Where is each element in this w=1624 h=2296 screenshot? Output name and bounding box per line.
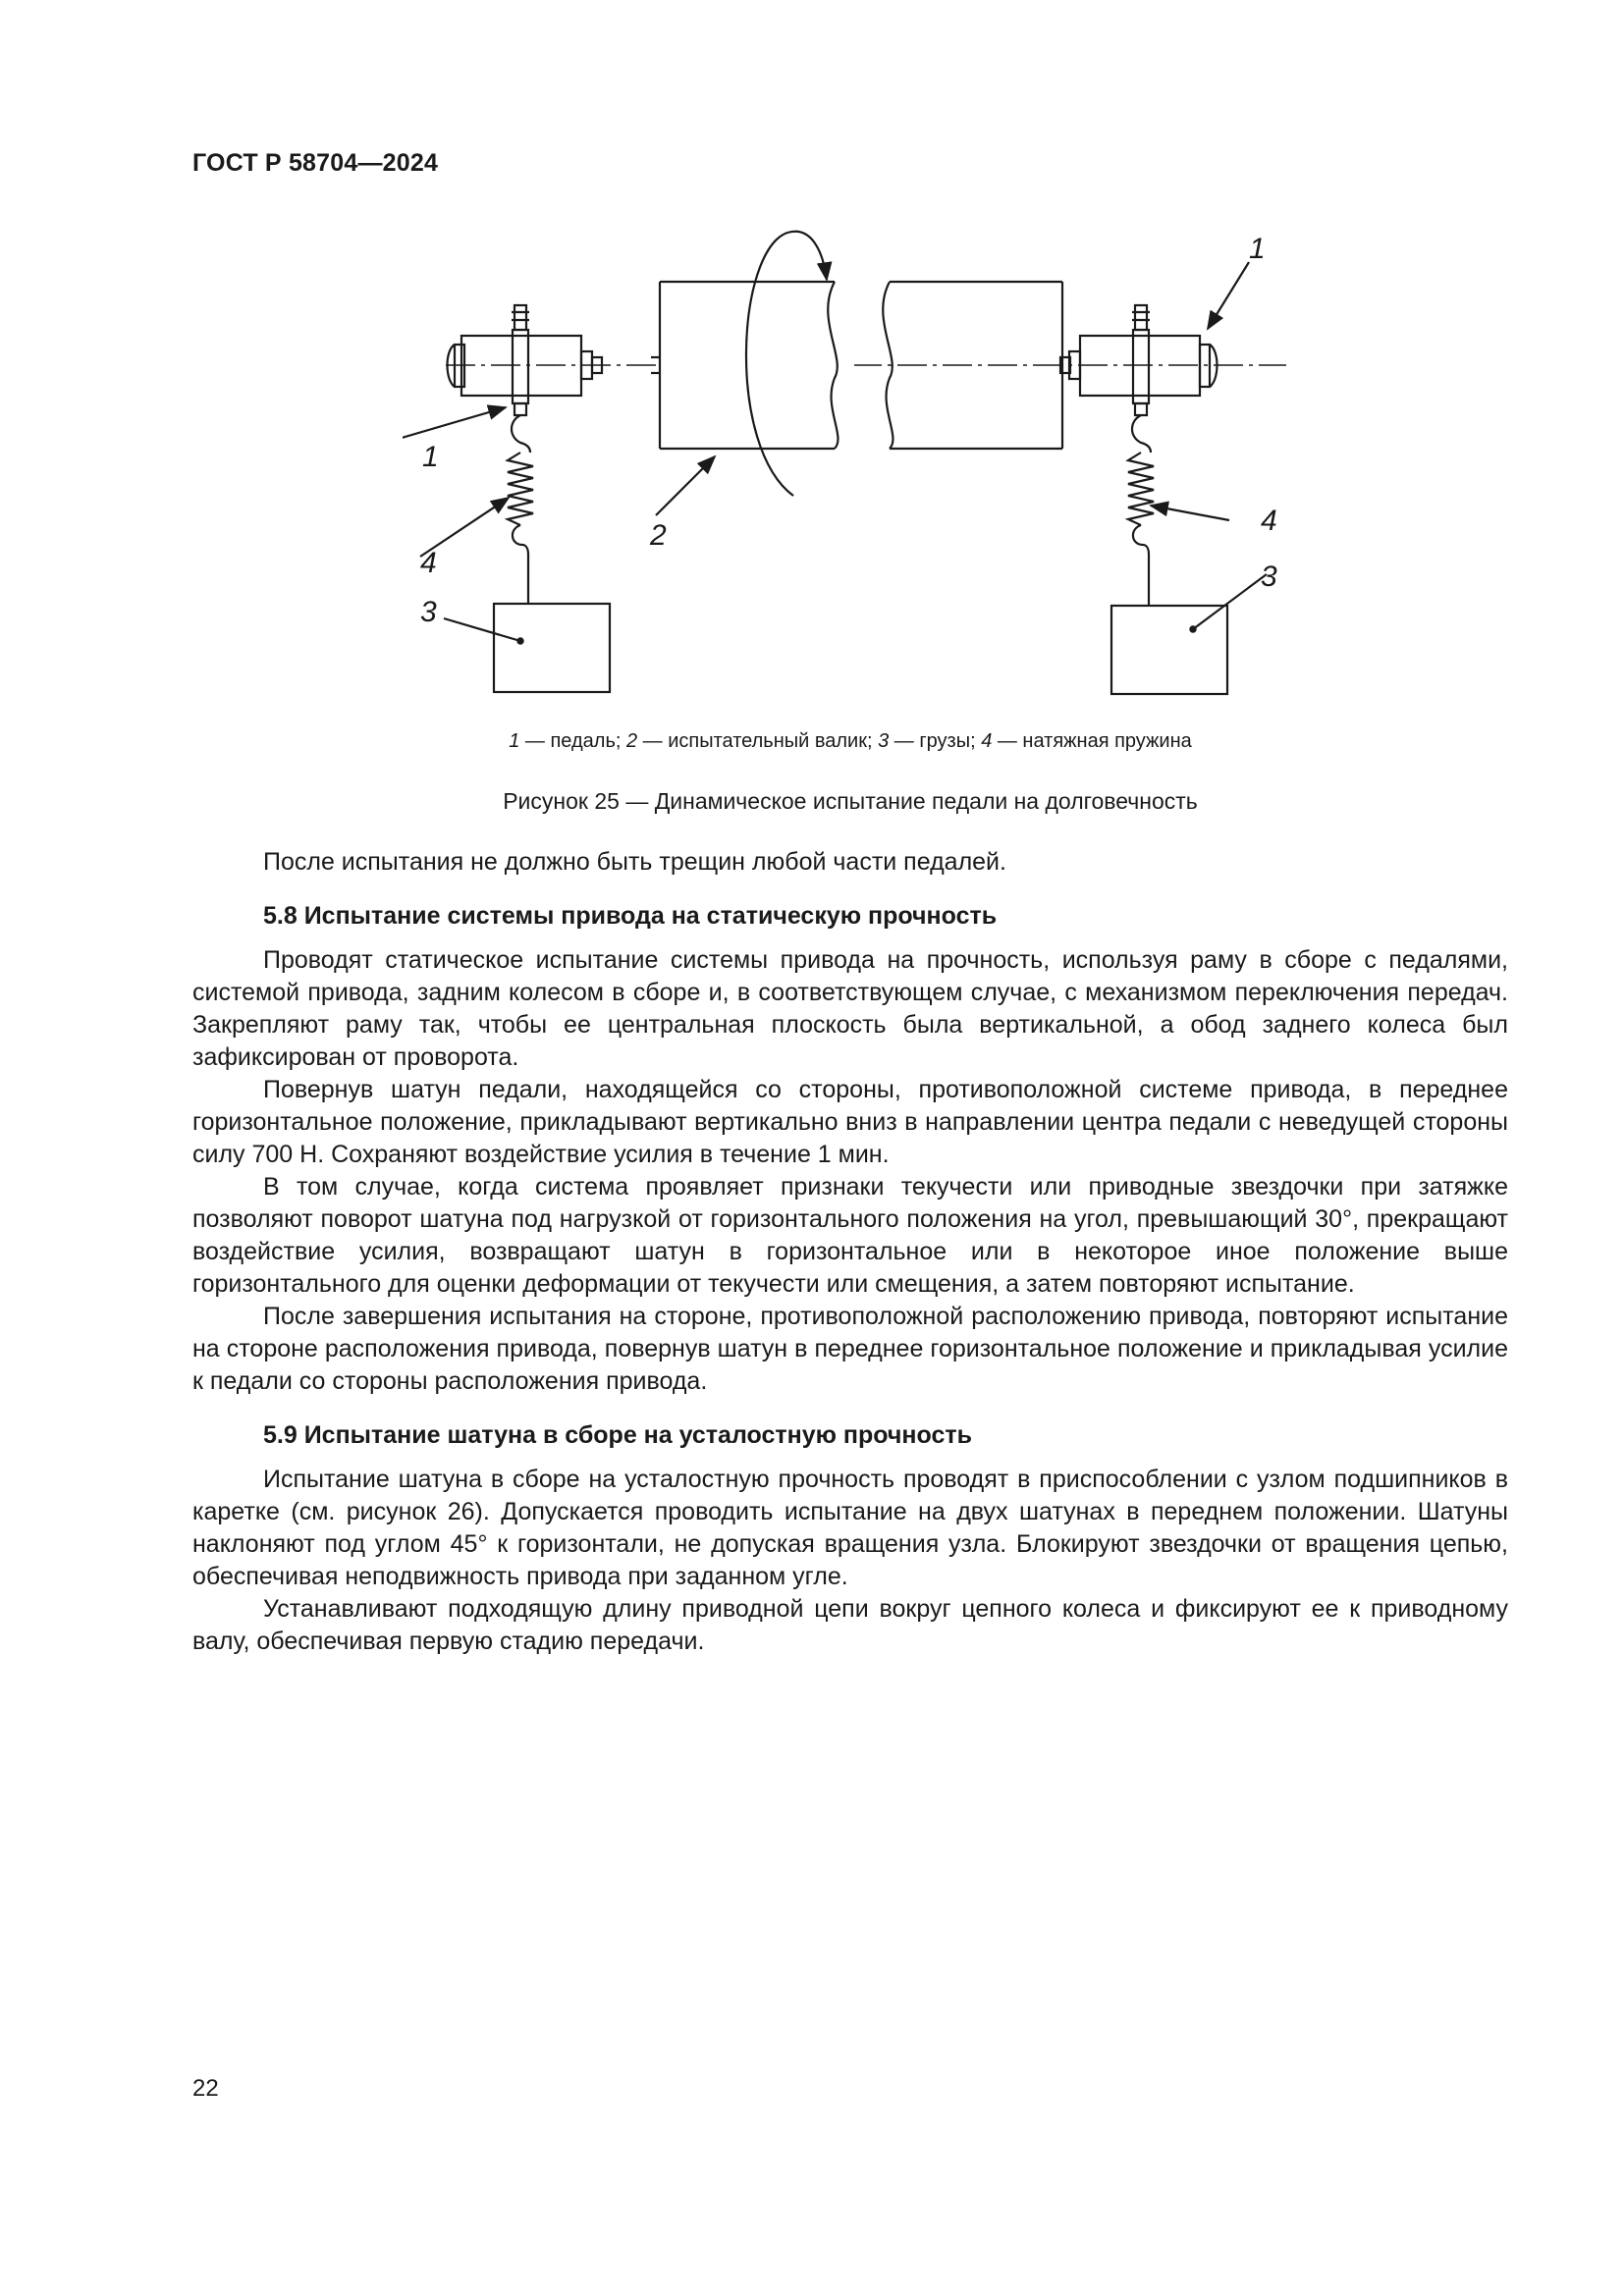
callout-4-left: 4 — [420, 547, 437, 579]
legend-num-1: 1 — [509, 730, 520, 752]
paragraph: Устанавливают подходящую длину приводной цепи вокруг цепного колеса и фиксируют ее к приводному валу, обеспечивая первую стадию передачи. — [192, 1595, 1508, 1655]
paragraph: Испытание шатуна в сборе на усталостную прочность проводят в приспособлении с узлом подшипников в каретке (см. рисунок 26). Допускается проводить испытание на двух шатунах в переднем положении. Шатуны наклоняют под углом 45° к горизонтали, не допуская вращения узла. Блокируют звездочки от вращения цепью, обеспечивая неподвижность привода при заданном угле. — [192, 1466, 1508, 1590]
leader-1-left — [403, 407, 506, 466]
figure-caption: Рисунок 25 — Динамическое испытание педали на долговечность — [503, 788, 1198, 814]
left-spring — [508, 453, 533, 604]
leader-1-right — [1208, 262, 1249, 329]
legend-text-1: — педаль; — [519, 730, 626, 752]
document-header: ГОСТ Р 58704—2024 — [192, 149, 439, 177]
section-heading-5-9: 5.9 Испытание шатуна в сборе на усталостную прочность — [263, 1421, 972, 1449]
legend-text-4: — натяжная пружина — [992, 730, 1192, 752]
figure-25-drawing — [403, 221, 1306, 712]
legend-text-3: — грузы; — [889, 730, 982, 752]
legend-text-2: — испытательный валик; — [637, 730, 879, 752]
right-pedal — [1060, 305, 1218, 453]
callout-1-right: 1 — [1249, 233, 1266, 265]
paragraph: После испытания не должно быть трещин любой части педалей. — [263, 848, 1006, 876]
leader-3-right — [1193, 574, 1267, 629]
callout-1-left: 1 — [422, 441, 439, 473]
legend-num-2: 2 — [625, 730, 638, 752]
section-heading-5-8: 5.8 Испытание системы привода на статическую прочность — [263, 902, 998, 930]
callout-3-right: 3 — [1261, 561, 1277, 593]
legend-num-3: 3 — [878, 730, 890, 752]
left-pedal — [448, 305, 603, 453]
right-weight — [1111, 606, 1227, 694]
leader-4-right — [1151, 506, 1229, 520]
figure-legend — [192, 730, 1508, 753]
leader-3-right-dot — [1190, 626, 1195, 631]
leader-2 — [656, 456, 715, 515]
callout-2: 2 — [650, 519, 667, 552]
callout-3-left: 3 — [420, 596, 437, 628]
leader-3-left-dot — [517, 638, 522, 643]
legend-num-4: 4 — [981, 730, 993, 752]
leader-3-left — [444, 618, 520, 641]
paragraph: После завершения испытания на стороне, противоположной расположению привода, повторяют испытание на стороне расположения привода, повернув шатун в переднее горизонтальное положение и прикладывая усилие к педали со стороны расположения привода. — [192, 1303, 1508, 1395]
paragraph: Повернув шатун педали, находящейся со стороны, противоположной системе привода, в переднее горизонтальное положение, прикладывают вертикально вниз в направлении центра педали с неведущей стороны силу 700 Н. Сохраняют воздействие усилия в течение 1 мин. — [192, 1076, 1508, 1168]
body-text — [192, 846, 1508, 1658]
left-weight — [494, 604, 610, 692]
callout-4-right: 4 — [1261, 505, 1277, 537]
figure-25 — [403, 221, 1306, 712]
paragraph: В том случае, когда система проявляет признаки текучести или приводные звездочки при затяжке позволяют поворот шатуна под нагрузкой от горизонтального положения на угол, превышающий 30°, прекращают воздействие усилия, возвращают шатун в горизонтальное или в некоторое иное положение выше горизонтального для оценки деформации от текучести или смещения, а затем повторяют испытание. — [192, 1173, 1508, 1298]
page-number: 22 — [192, 2075, 219, 2102]
test-roller — [651, 232, 1062, 496]
right-spring — [1128, 453, 1154, 606]
paragraph: Проводят статическое испытание системы привода на прочность, используя раму в сборе с педалями, системой привода, задним колесом в сборе и, в соответствующем случае, с механизмом переключения передач. Закрепляют раму так, чтобы ее центральная плоскость была вертикальной, а обод заднего колеса был зафиксирован от проворота. — [192, 946, 1508, 1071]
